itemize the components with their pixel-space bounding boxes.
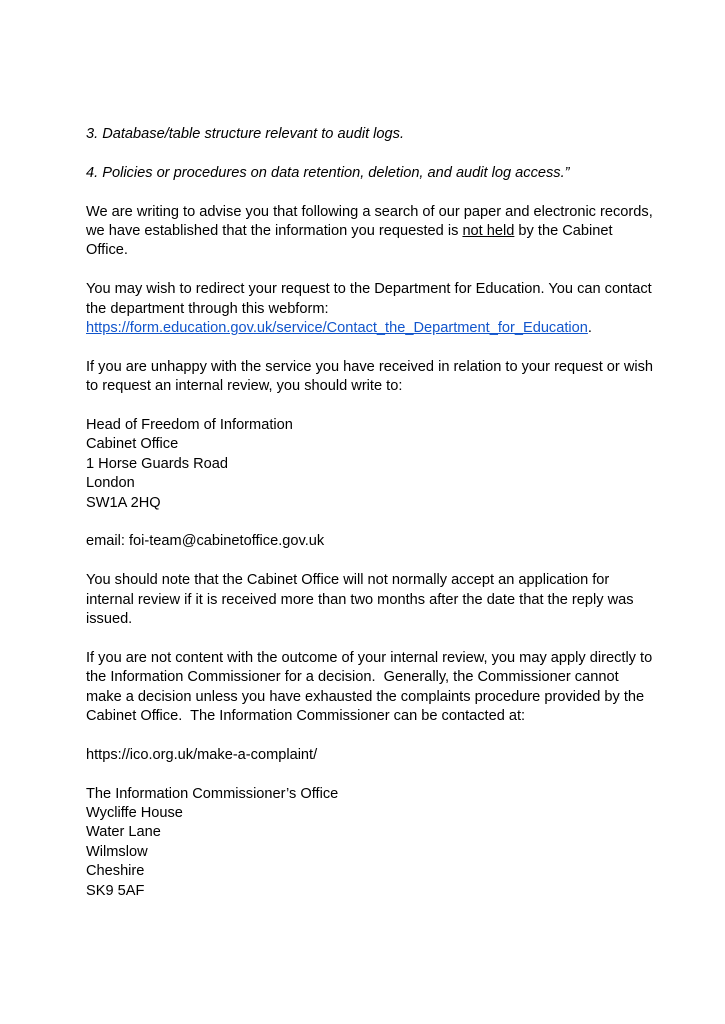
text-line: email: foi-team@cabinetoffice.gov.uk [86, 533, 325, 550]
text-line: If you are not content with the outcome of your internal review, you may apply directly to [86, 649, 653, 666]
text-line: We are writing to advise you that following a search of our paper and electronic records, [86, 203, 653, 220]
address-line: SK9 5AF [86, 882, 145, 899]
quoted-request-item-4 [86, 164, 686, 183]
address-line: Water Lane [86, 824, 161, 841]
text-line: internal review if it is received more than two months after the date that the reply was [86, 591, 634, 608]
text-line: https://ico.org.uk/make-a-complaint/ [86, 746, 318, 763]
address-line: The Information Commissioner’s Office [86, 785, 339, 802]
text-line: If you are unhappy with the service you have received in relation to your request or wish [86, 358, 654, 375]
text-line: You should note that the Cabinet Office will not normally accept an application for [86, 572, 610, 589]
text-line: to request an internal review, you should write to: [86, 378, 403, 395]
address-line: SW1A 2HQ [86, 494, 161, 511]
address-line: London [86, 475, 135, 492]
text-line [86, 222, 686, 241]
text-line: You may wish to redirect your request to the Department for Education. You can contact [86, 281, 652, 298]
not-held-underlined-text: not held [462, 223, 515, 239]
paragraph-redirect-request [86, 280, 686, 338]
text-line: Cabinet Office. The Information Commissioner can be contacted at: [86, 708, 526, 725]
address-line: Wilmslow [86, 843, 148, 860]
link-trailing-period: . [587, 320, 592, 337]
text-line: the department through this webform: [86, 300, 329, 317]
text-line [86, 319, 686, 338]
text-line: 4. Policies or procedures on data retention, deletion, and audit log access.” [86, 164, 570, 181]
paragraph-not-held [86, 203, 686, 261]
email-contact-line [86, 532, 686, 551]
paragraph-ico-appeal [86, 649, 686, 727]
text-line: issued. [86, 611, 133, 628]
address-block-cabinet-office [86, 416, 686, 513]
address-line: 1 Horse Guards Road [86, 455, 228, 472]
address-block-ico [86, 785, 686, 901]
text-line: Office. [86, 242, 128, 259]
text-line: 3. Database/table structure relevant to audit logs. [86, 126, 405, 142]
letter-body [86, 125, 686, 901]
not-held-after-text: by the Cabinet [514, 223, 613, 239]
address-line: Cabinet Office [86, 436, 179, 453]
not-held-before-text: we have established that the information you requested is [86, 223, 463, 239]
address-line: Cheshire [86, 863, 145, 880]
text-line: the Information Commissioner for a decision. Generally, the Commissioner cannot [86, 669, 619, 686]
address-line: Wycliffe House [86, 805, 183, 822]
education-webform-link[interactable]: https://form.education.gov.uk/service/Contact_the_Department_for_Education [86, 320, 588, 337]
address-line: Head of Freedom of Information [86, 417, 293, 434]
paragraph-internal-review [86, 358, 686, 397]
text-line: make a decision unless you have exhausted the complaints procedure provided by the [86, 688, 645, 705]
ico-complaint-url [86, 746, 686, 765]
quoted-request-item-3 [86, 125, 686, 144]
paragraph-two-month-note [86, 571, 686, 629]
